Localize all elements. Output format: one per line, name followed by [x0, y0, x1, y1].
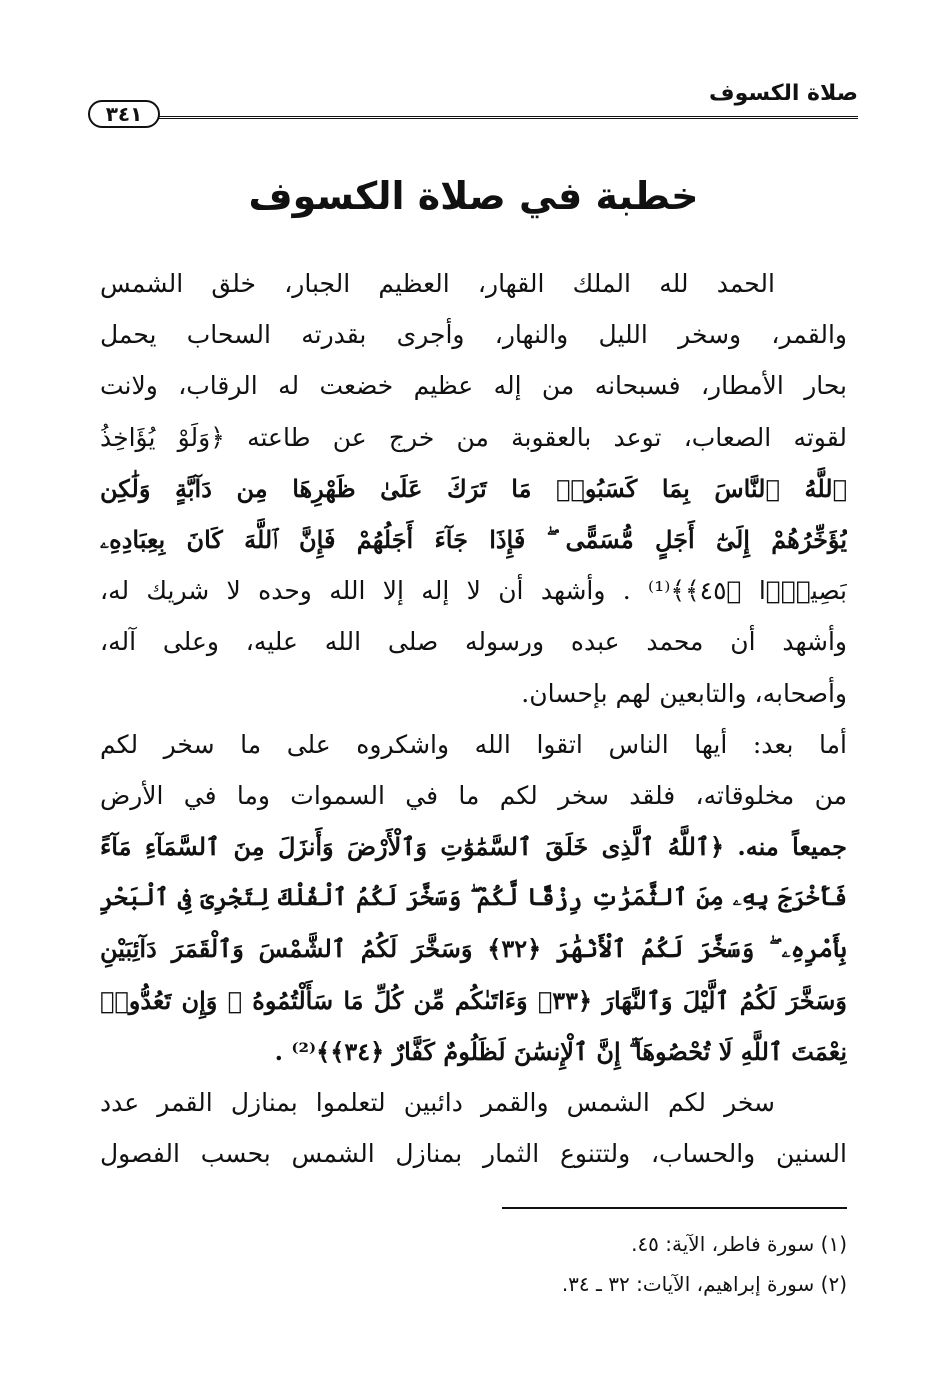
- quran-line: ٱللَّهُ ٱلنَّاسَ بِمَا كَسَبُوا۟ مَا تَرَكَ عَلَىٰ ظَهْرِهَا مِن دَآبَّةٍ وَلَٰكِن: [100, 473, 847, 503]
- quran-line: يُؤَخِّرُهُمْ إِلَىٰٓ أَجَلٍ مُّسَمًّى ۖ فَإِذَا جَآءَ أَجَلُهُمْ فَإِنَّ ٱللَّهَ كَانَ بِعِبَادِهِۦ: [100, 524, 847, 554]
- text-line: لقوته الصعاب، توعد بالعقوبة من خرج عن طاعته ﴿وَلَوْ يُؤَاخِذُ: [100, 422, 847, 452]
- quran-line: بِأَمْرِهِۦ ۖ وَسَخَّرَ لَكُمُ ٱلْأَنْهَٰرَ ﴿٣٢﴾ وَسَخَّرَ لَكُمُ ٱلشَّمْسَ وَٱلْقَمَرَ دَآئِبَيْنِ: [100, 934, 847, 964]
- footnote: (١) سورة فاطر، الآية: ٤٥.: [631, 1232, 847, 1256]
- text-line: بحار الأمطار، فسبحانه من إله عظيم خضعت له الرقاب، ولانت: [100, 371, 847, 401]
- body-text: [100, 258, 847, 1179]
- text-line: بَصِيرًۢا ﴿٤٥﴾﴾⁽¹⁾ . وأشهد أن لا إله إلا الله وحده لا شريك له،: [100, 576, 847, 606]
- text-line: سخر لكم الشمس والقمر دائبين لتعلموا بمنازل القمر عدد: [100, 1088, 775, 1117]
- text-line: السنين والحساب، ولتتنوع الثمار بمنازل الشمس بحسب الفصول: [100, 1139, 847, 1169]
- text-line: وأشهد أن محمد عبده ورسوله صلى الله عليه، وعلى آله،: [100, 627, 847, 657]
- page-header: [88, 72, 858, 132]
- text-line: وأصحابه، والتابعين لهم بإحسان.: [521, 678, 847, 708]
- running-title: صلاة الكسوف: [709, 81, 858, 106]
- quran-line: وَسَخَّرَ لَكُمُ ٱلَّيْلَ وَٱلنَّهَارَ ﴿٣٣﴾ وَءَاتَىٰكُم مِّن كُلِّ مَا سَأَلْتُمُوهُ ۚ وَإِن تَعُدُّوا۟: [100, 985, 847, 1015]
- footnote-rule: [502, 1207, 847, 1209]
- footnotes: [100, 1224, 847, 1304]
- text-line: من مخلوقاته، فلقد سخر لكم ما في السموات وما في الأرض: [100, 780, 847, 810]
- footnote: (٢) سورة إبراهيم، الآيات: ٣٢ ـ ٣٤.: [561, 1272, 847, 1296]
- quran-line: فَأَخْرَجَ بِهِۦ مِنَ ٱلثَّمَرَٰتِ رِزْقًا لَّكُمْ ۖ وَسَخَّرَ لَكُمُ ٱلْفُلْكَ لِتَجْرِىَ فِى ٱلْبَحْرِ: [100, 883, 847, 912]
- sermon-title: خطبة في صلاة الكسوف: [248, 174, 699, 218]
- header-rule: [148, 116, 858, 119]
- page-number: ٣٤١: [88, 100, 160, 128]
- text-line: الحمد لله الملك القهار، العظيم الجبار، خلق الشمس: [100, 269, 775, 298]
- quran-line: جميعاً منه. ﴿ٱللَّهُ ٱلَّذِى خَلَقَ ٱلسَّمَٰوَٰتِ وَٱلْأَرْضَ وَأَنزَلَ مِنَ ٱلسَّمَآءِ مَآءً: [100, 832, 847, 862]
- text-line: أما بعد: أيها الناس اتقوا الله واشكروه على ما سخر لكم: [100, 729, 847, 759]
- quran-line: نِعْمَتَ ٱللَّهِ لَا تُحْصُوهَآ ۗ إِنَّ ٱلْإِنسَٰنَ لَظَلُومٌ كَفَّارٌ ﴿٣٤﴾﴾⁽²⁾ .: [274, 1036, 847, 1066]
- text-line: والقمر، وسخر الليل والنهار، وأجرى بقدرته السحاب يحمل: [100, 320, 847, 350]
